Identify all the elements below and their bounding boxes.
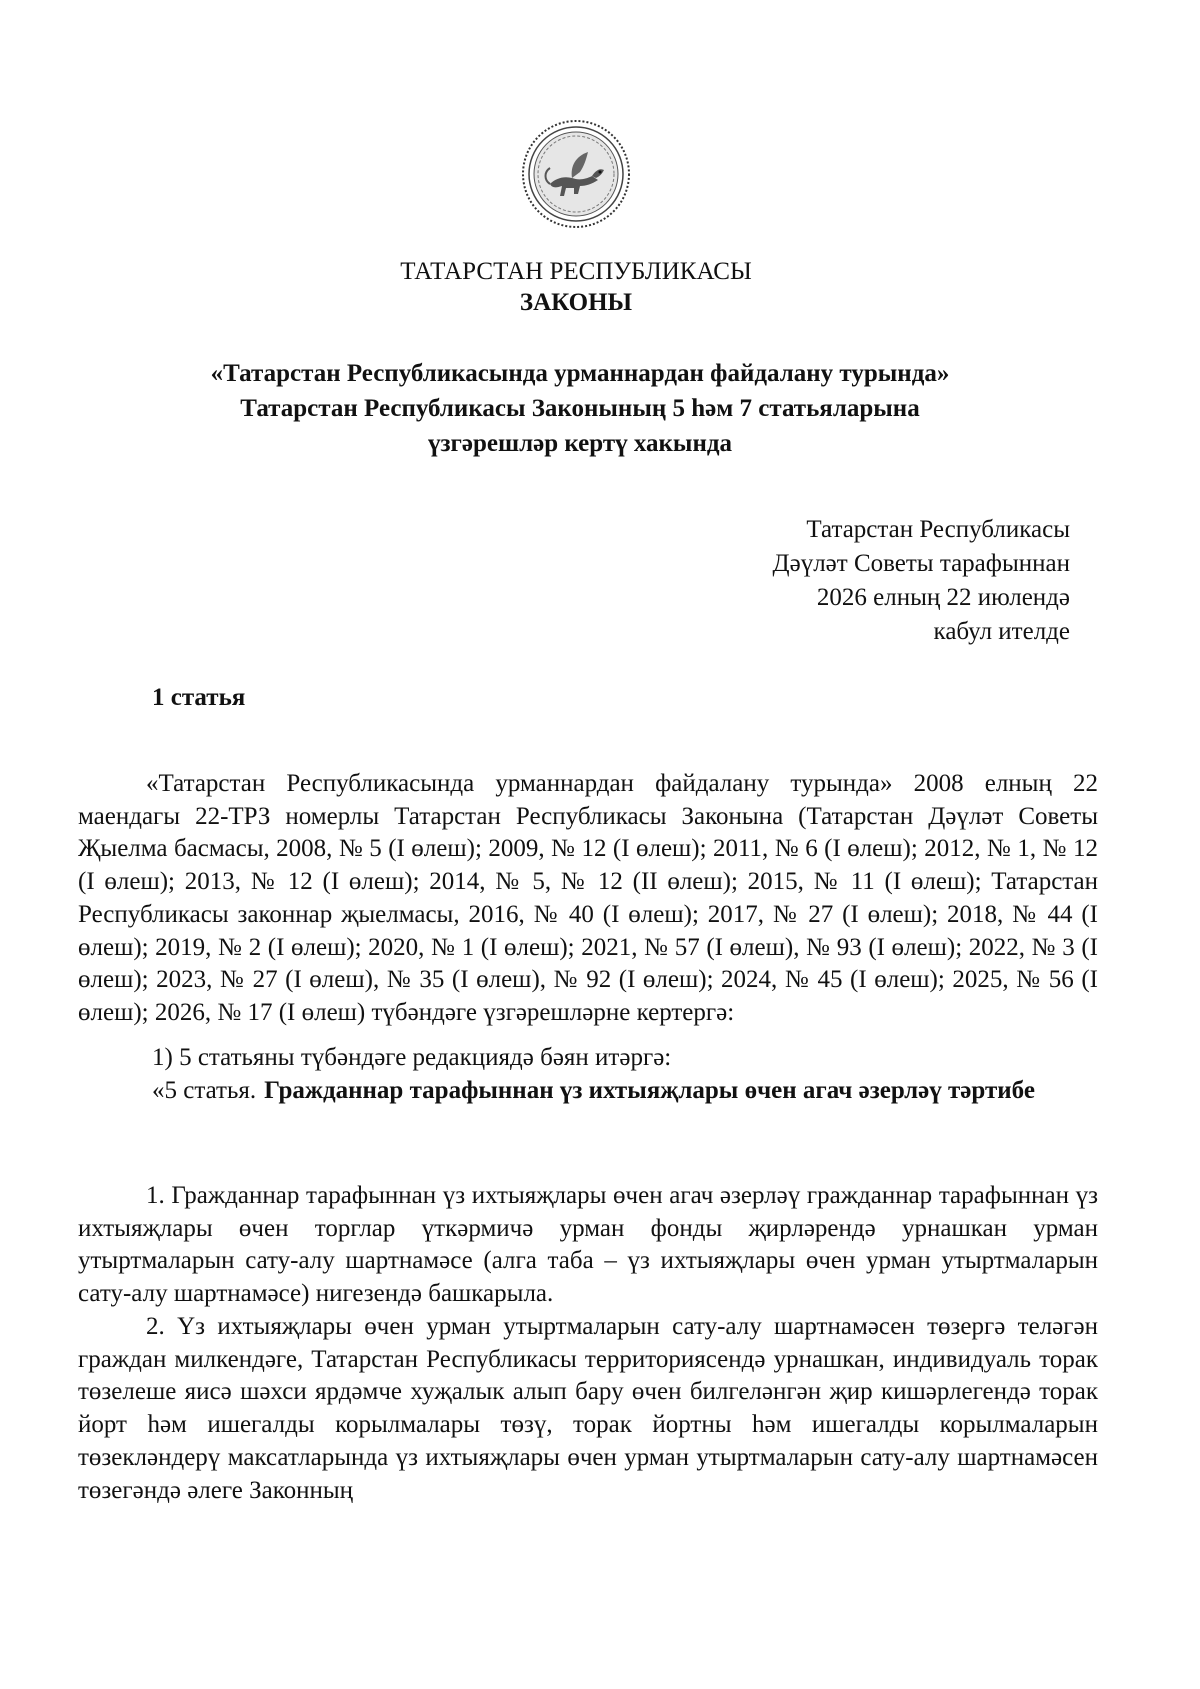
article-heading: 1 статья <box>152 684 246 711</box>
law-title-block <box>0 256 1152 318</box>
amendment-item-1: 1) 5 статьяны түбәндәге редакциядә бәян итәргә: <box>152 1044 672 1071</box>
adoption-note <box>773 513 1070 649</box>
subject-line-3: үзгәрешләр кертү хакында <box>427 430 732 457</box>
article-intro <box>78 768 1098 1030</box>
adoption-date: 2026 елның 22 июлендә <box>816 584 1070 611</box>
quoted-article-title: Гражданнар тарафыннан үз ихтыяҗлары өчен агач әзерләү тәртибе <box>264 1077 1035 1104</box>
quoted-article-label: «5 статья. <box>152 1077 257 1104</box>
quoted-paragraph-2-text: 2. Үз ихтыяҗлары өчен урман утыртмаларын сату-алу шартнамәсен төзергә теләгән граждан милкендәге, Татарстан Республикасы территориясендә урнашкан, индивидуаль торак төзелеше яисә шәхси ярдәмче хуҗалык алып бару өчен билгеләнгән җир кишәрлегендә торак йорт һәм ишегалды корылмалары төзү, торак йортны һәм ишегалды корылмаларын төзекләндерү максатларында үз ихтыяҗлары өчен урман утыртмаларын сату-алу шартнамәсен төзегәндә әлеге Законның <box>78 1313 1098 1504</box>
quoted-paragraph-2 <box>78 1311 1098 1507</box>
adoption-line-2: Дәүләт Советы тарафыннан <box>772 550 1070 577</box>
quoted-paragraph-1 <box>78 1180 1098 1311</box>
republic-name: ТАТАРСТАН РЕСПУБЛИКАСЫ <box>400 258 752 285</box>
adoption-line-1: Татарстан Республикасы <box>806 516 1070 543</box>
tatarstan-coat-of-arms-icon <box>520 118 632 230</box>
coat-of-arms-emblem <box>520 118 632 230</box>
article-intro-text: «Татарстан Республикасында урманнардан файдалану турында» 2008 елның 22 маендагы 22-ТРЗ номерлы Татарстан Республикасы Законына (Татарстан Дәүләт Советы Җыелма басмасы, 2008, № 5 (I өлеш); 2009, № 12 (I өлеш); 2011, № 6 (I өлеш); 2012, № 1, № 12 (I өлеш); 2013, № 12 (I өлеш); 2014, № 5, № 12 (II өлеш); 2015, № 11 (I өлеш); Татарстан Республикасы законнар җыелмасы, 2016, № 40 (I өлеш); 2017, № 27 (I өлеш); 2018, № 44 (I өлеш); 2019, № 2 (I өлеш); 2020, № 1 (I өлеш); 2021, № 57 (I өлеш), № 93 (I өлеш); 2022, № 3 (I өлеш); 2023, № 27 (I өлеш), № 35 (I өлеш), № 92 (I өлеш); 2024, № 45 (I өлеш); 2025, № 56 (I өлеш); 2026, № 17 (I өлеш) түбәндәге үзгәрешләрне кертергә: <box>78 770 1098 1026</box>
amendment-items <box>152 1041 1098 1107</box>
adoption-line-4: кабул ителде <box>933 618 1070 645</box>
subject-line-1: «Татарстан Республикасында урманнардан файдалану турында» <box>210 360 950 387</box>
quoted-article-heading <box>152 1074 1098 1107</box>
quoted-paragraph-1-text: 1. Гражданнар тарафыннан үз ихтыяҗлары өчен агач әзерләү гражданнар тарафыннан үз ихтыяҗлары өчен торглар үткәрмичә урман фонды җирләрендә урнашкан урман утыртмаларын сату-алу шартнамәсе (алга таба – үз ихтыяҗлары өчен урман утыртмаларын сату-алу шартнамәсе) нигезендә башкарыла. <box>78 1182 1098 1308</box>
law-label: ЗАКОНЫ <box>519 289 633 316</box>
subject-line-2: Татарстан Республикасы Законының 5 һәм 7 статьяларына <box>240 395 920 422</box>
law-subject <box>80 356 1080 461</box>
